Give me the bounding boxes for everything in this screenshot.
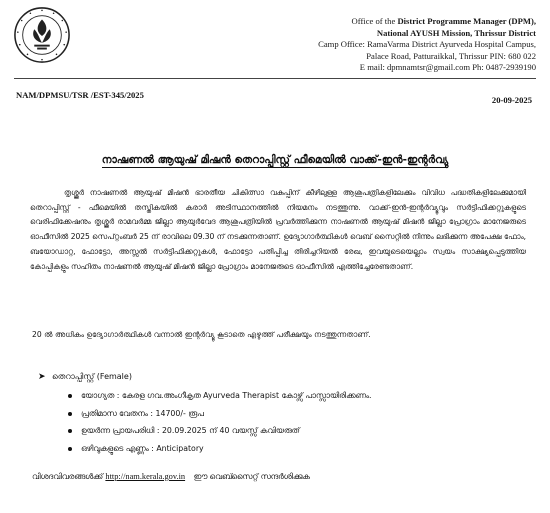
office-address-block <box>286 16 536 74</box>
exam-note: 20 ൽ അധികം ഉദ്യോഗാർത്ഥികൾ വന്നാൽ ഇന്റർവ്യൂ കൂടാതെ എഴുത്ത് പരീക്ഷയും നടത്തുന്നതാണ്. <box>32 330 371 339</box>
footer-prefix: വിശദവിവരങ്ങൾക്ക് <box>32 472 103 481</box>
email-line: E mail: dpmnamtsr@gmail.com Ph: 0487-2939190 <box>359 62 536 73</box>
list-item: യോഗ്യത : കേരള ഗവ.അംഗീകൃത Ayurveda Therapist കോഴ്സ് പാസ്സായിരിക്കണം. <box>68 387 372 405</box>
list-item: ഉയർന്ന പ്രായപരിധി : 20.09.2025 ന് 40 വയസ്സ് കവിയരുത് <box>68 422 372 440</box>
bullet-icon <box>68 429 72 433</box>
bullet-icon <box>68 447 72 451</box>
emblem-seal-icon <box>13 6 71 64</box>
mission-line: National AYUSH Mission, Thrissur District <box>376 27 536 38</box>
notice-title <box>0 154 550 167</box>
post-heading <box>38 372 132 382</box>
footer-suffix: ഈ വെബ്സൈറ്റ് സന്ദർശിക്കുക <box>193 472 310 481</box>
website-link[interactable]: http://nam.kerala.gov.in <box>105 472 186 481</box>
office-title: District Programme Manager (DPM), <box>397 16 536 26</box>
bullet-icon <box>68 394 72 398</box>
notice-date: 20-09-2025 <box>491 95 532 105</box>
footer-line <box>32 472 310 482</box>
header-divider <box>14 78 536 79</box>
notice-title-text: നാഷണൽ ആയുഷ് മിഷൻ തെറാപ്പിസ്റ്റ് ഫീമെയിൽ വാക്ക്-ഇൻ-ഇന്റർവ്യു <box>101 154 449 166</box>
body-paragraph: തൃശ്ശൂർ നാഷണൽ ആയുഷ് മിഷൻ ഭാരതീയ ചികിത്സാ വകുപ്പിന് കീഴിലുള്ള ആശുപത്രികളിലേക്കും വിവിധ പദ്ധതികളിലേക്കുമായി തെറാപ്പിസ്റ്റ് - ഫീമെയിൽ തസ്തികയിൽ കരാർ അടിസ്ഥാനത്തിൽ നിയമനം നടത്തുന്നു. വാക്ക്-ഇൻ-ഇന്റർവ്യൂവും സർട്ടിഫിക്കറ്റുകളുടെ വെരിഫിക്കേഷനും തൃശ്ശൂർ രാമവർമ്മ ജില്ലാ ആയുർവേദ ആശുപത്രിയിൽ പ്രവർത്തിക്കുന്ന നാഷണൽ ആയുഷ് മിഷൻ ജില്ലാ പ്രോഗ്രാം മാനേജരുടെ ഓഫീസിൽ 2025 സെപ്റ്റംബർ 25 ന് രാവിലെ 09.30 ന് നടക്കുന്നതാണ്. ഉദ്യോഗാർത്ഥികൾ വെബ് സൈറ്റിൽ നിന്നും ലഭിക്കുന്ന അപേക്ഷ ഫോം, ബയോഡാറ്റ, ഫോട്ടോ, അസ്സൽ സർട്ടിഫിക്കറ്റുകൾ, ഫോട്ടോ പതിപ്പിച്ച തിരിച്ചറിയൽ രേഖ, ഇവയുടെയെല്ലാം സ്വയം സാക്ഷ്യപ്പെടുത്തിയ കോപ്പികളും സഹിതം നാഷണൽ ആയുഷ് മിഷൻ ജില്ലാ പ്രോഗ്രാം മാനേജരുടെ ഓഫീസിൽ എത്തിച്ചേരേണ്ടതാണ്. <box>30 188 526 271</box>
list-item: പ്രതിമാസ വേതനം : 14700/- രൂപ <box>68 405 372 423</box>
post-name: തെറാപ്പിസ്റ്റ് (Female) <box>52 372 132 381</box>
address-line: Palace Road, Patturaikkal, Thrissur PIN: 680 022 <box>366 50 536 61</box>
list-item: ഒഴിവുകളുടെ എണ്ണം : Anticipatory <box>68 440 372 458</box>
arrowhead-bullet-icon: ➤ <box>38 372 46 382</box>
bullet-icon <box>68 412 72 416</box>
office-line <box>286 16 536 28</box>
camp-office-line: Camp Office: RamaVarma District Ayurveda Hospital Campus, <box>318 39 536 50</box>
post-details-list <box>68 387 372 457</box>
reference-number: NAM/DPMSU/TSR /EST-345/2025 <box>16 90 144 100</box>
office-prefix: Office of the <box>351 16 398 26</box>
